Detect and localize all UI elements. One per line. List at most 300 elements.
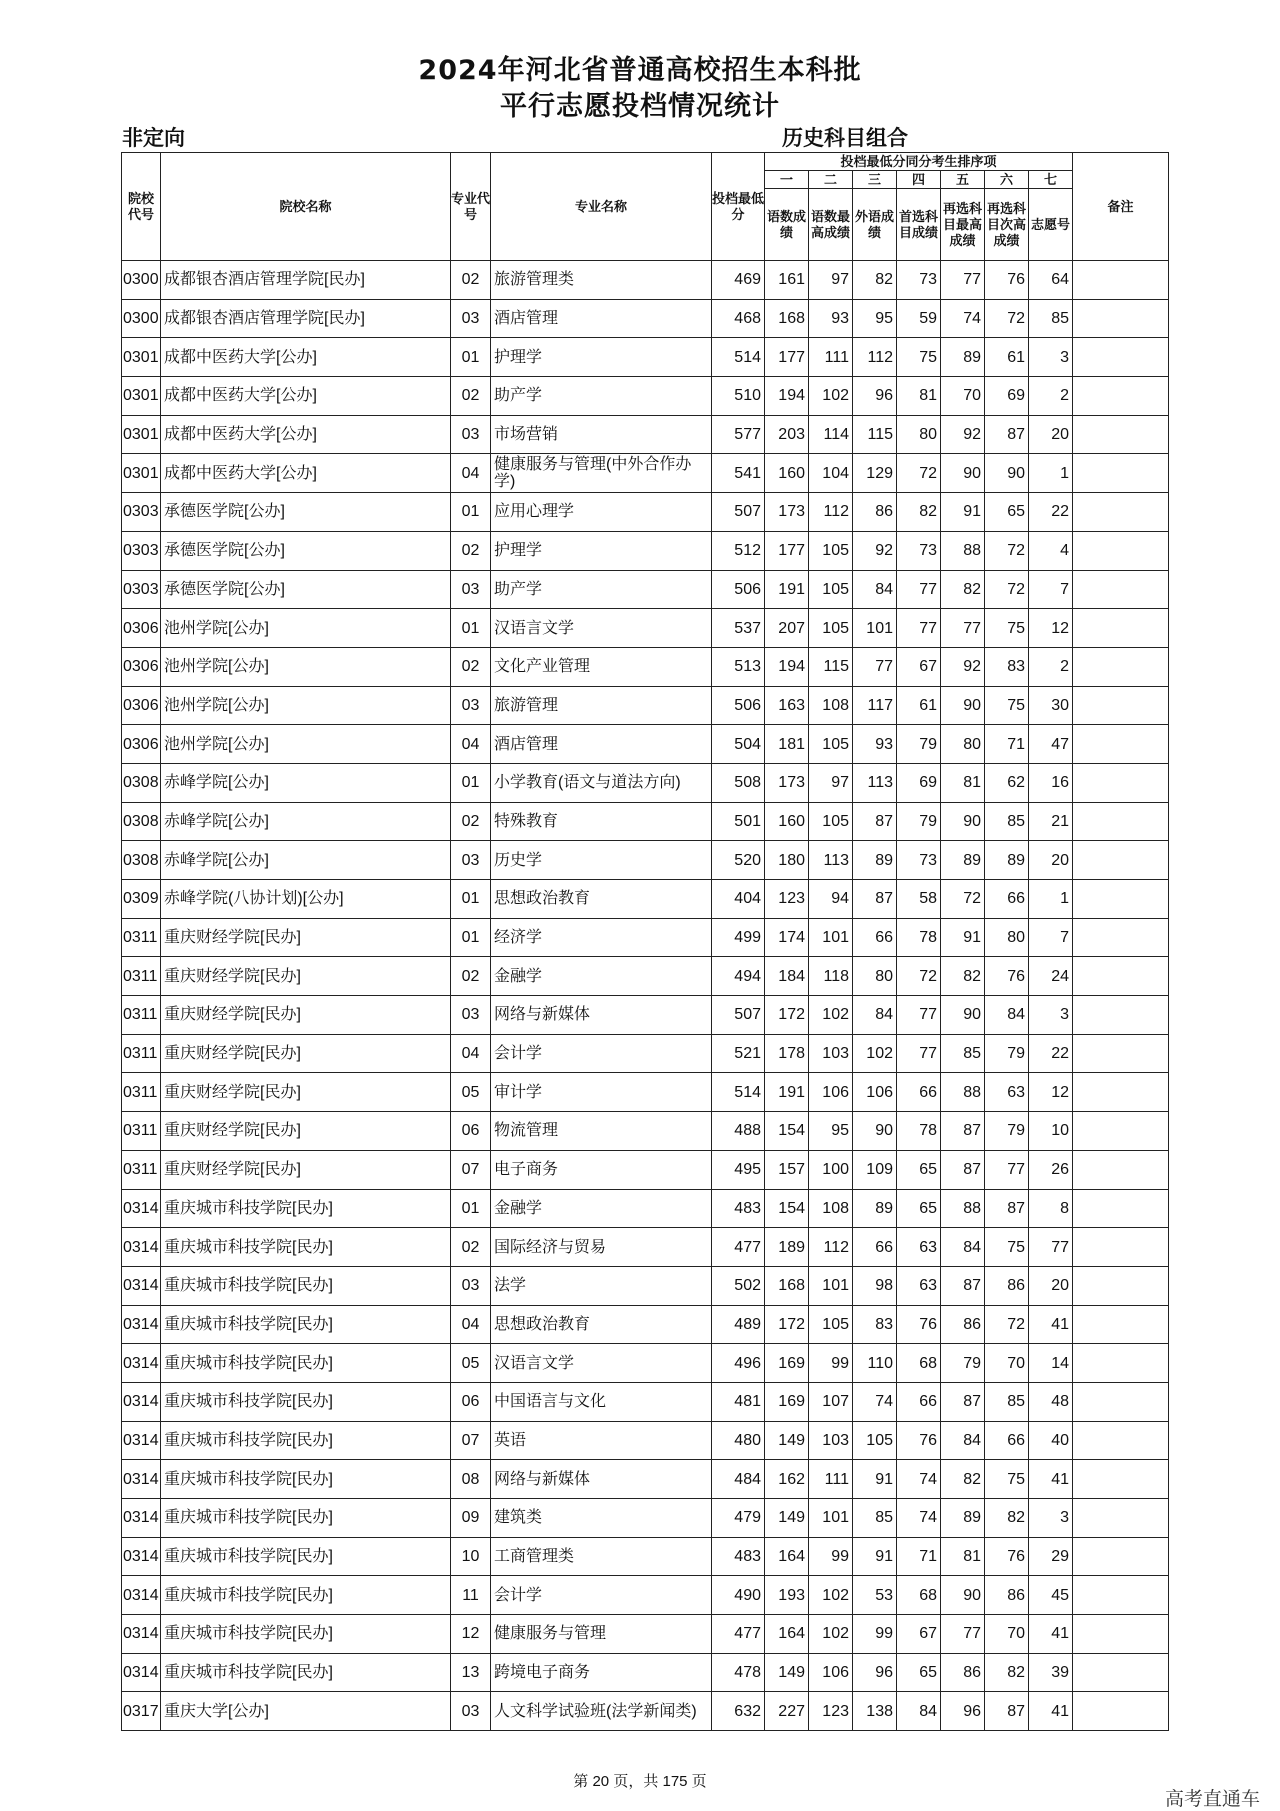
cell-chinese-math-max: 114 (809, 415, 853, 454)
cell-elective-max: 88 (941, 531, 985, 570)
cell-major-code: 10 (451, 1537, 491, 1576)
cell-major-name: 护理学 (491, 531, 712, 570)
cell-elective-max: 77 (941, 1615, 985, 1654)
cell-elective-second: 71 (985, 725, 1029, 764)
cell-first-subject-score: 76 (897, 1421, 941, 1460)
cell-foreign-lang-score: 96 (853, 377, 897, 416)
cell-remark (1073, 802, 1169, 841)
cell-school-code: 0311 (122, 1073, 161, 1112)
cell-chinese-math-max: 105 (809, 1305, 853, 1344)
header-rank-5: 五 (941, 171, 985, 189)
cell-preference-no: 20 (1029, 415, 1073, 454)
cell-school-code: 0314 (122, 1228, 161, 1267)
cell-min-score: 496 (712, 1344, 765, 1383)
cell-school-code: 0300 (122, 261, 161, 300)
cell-elective-max: 82 (941, 570, 985, 609)
cell-remark (1073, 1499, 1169, 1538)
cell-min-score: 512 (712, 531, 765, 570)
cell-min-score: 507 (712, 996, 765, 1035)
cell-foreign-lang-score: 99 (853, 1615, 897, 1654)
header-min-score: 投档最低分 (712, 153, 765, 261)
cell-chinese-math-max: 108 (809, 686, 853, 725)
cell-foreign-lang-score: 117 (853, 686, 897, 725)
cell-school-code: 0311 (122, 1150, 161, 1189)
cell-school-code: 0314 (122, 1421, 161, 1460)
cell-school-code: 0306 (122, 686, 161, 725)
cell-major-code: 06 (451, 1382, 491, 1421)
cell-preference-no: 22 (1029, 1034, 1073, 1073)
cell-school-name: 重庆财经学院[民办] (161, 1112, 451, 1151)
cell-remark (1073, 647, 1169, 686)
cell-chinese-math-score: 154 (765, 1189, 809, 1228)
cell-min-score: 506 (712, 570, 765, 609)
cell-chinese-math-score: 184 (765, 957, 809, 996)
cell-major-name: 护理学 (491, 338, 712, 377)
cell-remark (1073, 609, 1169, 648)
cell-school-name: 重庆城市科技学院[民办] (161, 1576, 451, 1615)
cell-remark (1073, 1228, 1169, 1267)
cell-chinese-math-score: 169 (765, 1382, 809, 1421)
cell-chinese-math-max: 112 (809, 493, 853, 532)
cell-chinese-math-max: 103 (809, 1421, 853, 1460)
cell-chinese-math-score: 180 (765, 841, 809, 880)
cell-elective-max: 80 (941, 725, 985, 764)
cell-preference-no: 10 (1029, 1112, 1073, 1151)
cell-major-code: 06 (451, 1112, 491, 1151)
cell-chinese-math-max: 108 (809, 1189, 853, 1228)
cell-chinese-math-max: 97 (809, 763, 853, 802)
cell-chinese-math-score: 194 (765, 377, 809, 416)
cell-chinese-math-max: 93 (809, 299, 853, 338)
cell-chinese-math-max: 101 (809, 918, 853, 957)
cell-chinese-math-max: 105 (809, 609, 853, 648)
cell-school-name: 赤峰学院[公办] (161, 763, 451, 802)
cell-chinese-math-max: 105 (809, 531, 853, 570)
table-row (122, 1073, 1169, 1112)
cell-elective-max: 74 (941, 299, 985, 338)
cell-min-score: 480 (712, 1421, 765, 1460)
cell-elective-max: 87 (941, 1266, 985, 1305)
cell-school-code: 0309 (122, 880, 161, 919)
cell-foreign-lang-score: 93 (853, 725, 897, 764)
cell-school-code: 0306 (122, 725, 161, 764)
cell-foreign-lang-score: 66 (853, 1228, 897, 1267)
cell-school-code: 0314 (122, 1266, 161, 1305)
cell-elective-max: 90 (941, 686, 985, 725)
table-row (122, 1228, 1169, 1267)
cell-first-subject-score: 84 (897, 1692, 941, 1731)
cell-elective-max: 85 (941, 1034, 985, 1073)
cell-min-score: 520 (712, 841, 765, 880)
cell-major-name: 旅游管理 (491, 686, 712, 725)
cell-foreign-lang-score: 82 (853, 261, 897, 300)
cell-preference-no: 41 (1029, 1460, 1073, 1499)
cell-school-code: 0301 (122, 415, 161, 454)
cell-min-score: 479 (712, 1499, 765, 1538)
cell-major-code: 05 (451, 1344, 491, 1383)
cell-first-subject-score: 82 (897, 493, 941, 532)
cell-school-name: 池州学院[公办] (161, 647, 451, 686)
header-rank-7: 七 (1029, 171, 1073, 189)
table-row (122, 454, 1169, 493)
cell-chinese-math-max: 112 (809, 1228, 853, 1267)
cell-min-score: 632 (712, 1692, 765, 1731)
cell-school-name: 池州学院[公办] (161, 686, 451, 725)
table-row (122, 686, 1169, 725)
cell-remark (1073, 1305, 1169, 1344)
cell-major-code: 05 (451, 1073, 491, 1112)
cell-elective-second: 77 (985, 1150, 1029, 1189)
cell-major-code: 13 (451, 1653, 491, 1692)
cell-min-score: 506 (712, 686, 765, 725)
cell-foreign-lang-score: 90 (853, 1112, 897, 1151)
cell-preference-no: 41 (1029, 1305, 1073, 1344)
cell-school-code: 0311 (122, 957, 161, 996)
document-title-line2: 平行志愿投档情况统计 (500, 91, 780, 122)
cell-foreign-lang-score: 105 (853, 1421, 897, 1460)
cell-elective-second: 72 (985, 531, 1029, 570)
cell-major-name: 中国语言与文化 (491, 1382, 712, 1421)
cell-min-score: 501 (712, 802, 765, 841)
cell-elective-max: 90 (941, 802, 985, 841)
cell-major-name: 人文科学试验班(法学新闻类) (491, 1692, 712, 1731)
cell-chinese-math-score: 207 (765, 609, 809, 648)
cell-major-name: 酒店管理 (491, 725, 712, 764)
cell-major-name: 工商管理类 (491, 1537, 712, 1576)
cell-min-score: 477 (712, 1228, 765, 1267)
cell-elective-max: 88 (941, 1189, 985, 1228)
cell-elective-second: 87 (985, 1692, 1029, 1731)
cell-major-code: 02 (451, 647, 491, 686)
cell-major-code: 01 (451, 1189, 491, 1228)
cell-chinese-math-score: 227 (765, 1692, 809, 1731)
cell-foreign-lang-score: 96 (853, 1653, 897, 1692)
cell-remark (1073, 531, 1169, 570)
cell-preference-no: 7 (1029, 918, 1073, 957)
cell-elective-second: 86 (985, 1266, 1029, 1305)
table-row (122, 1537, 1169, 1576)
cell-school-code: 0303 (122, 493, 161, 532)
cell-major-name: 会计学 (491, 1576, 712, 1615)
table-row (122, 841, 1169, 880)
cell-school-name: 成都中医药大学[公办] (161, 377, 451, 416)
cell-major-code: 01 (451, 918, 491, 957)
cell-remark (1073, 1344, 1169, 1383)
cell-preference-no: 20 (1029, 1266, 1073, 1305)
cell-major-code: 02 (451, 377, 491, 416)
cell-preference-no: 40 (1029, 1421, 1073, 1460)
cell-elective-max: 89 (941, 841, 985, 880)
admission-table (121, 152, 1169, 1731)
cell-major-code: 01 (451, 763, 491, 802)
cell-chinese-math-score: 164 (765, 1537, 809, 1576)
cell-first-subject-score: 71 (897, 1537, 941, 1576)
cell-preference-no: 3 (1029, 996, 1073, 1035)
table-row (122, 1150, 1169, 1189)
cell-school-name: 重庆城市科技学院[民办] (161, 1266, 451, 1305)
cell-school-name: 重庆大学[公办] (161, 1692, 451, 1731)
cell-school-name: 重庆城市科技学院[民办] (161, 1460, 451, 1499)
cell-chinese-math-max: 107 (809, 1382, 853, 1421)
cell-min-score: 483 (712, 1537, 765, 1576)
cell-remark (1073, 1150, 1169, 1189)
cell-first-subject-score: 73 (897, 261, 941, 300)
cell-first-subject-score: 72 (897, 957, 941, 996)
cell-major-name: 汉语言文学 (491, 1344, 712, 1383)
cell-remark (1073, 918, 1169, 957)
cell-elective-max: 87 (941, 1112, 985, 1151)
cell-elective-second: 65 (985, 493, 1029, 532)
cell-preference-no: 21 (1029, 802, 1073, 841)
cell-min-score: 577 (712, 415, 765, 454)
cell-chinese-math-score: 149 (765, 1421, 809, 1460)
cell-foreign-lang-score: 87 (853, 880, 897, 919)
cell-elective-second: 79 (985, 1112, 1029, 1151)
cell-chinese-math-score: 189 (765, 1228, 809, 1267)
cell-foreign-lang-score: 102 (853, 1034, 897, 1073)
table-row (122, 1653, 1169, 1692)
cell-school-code: 0306 (122, 647, 161, 686)
cell-school-code: 0314 (122, 1305, 161, 1344)
cell-foreign-lang-score: 115 (853, 415, 897, 454)
cell-elective-max: 90 (941, 1576, 985, 1615)
table-row (122, 1344, 1169, 1383)
cell-elective-max: 82 (941, 957, 985, 996)
cell-chinese-math-score: 194 (765, 647, 809, 686)
cell-chinese-math-score: 154 (765, 1112, 809, 1151)
cell-major-name: 网络与新媒体 (491, 996, 712, 1035)
table-row (122, 880, 1169, 919)
cell-first-subject-score: 78 (897, 1112, 941, 1151)
cell-first-subject-score: 77 (897, 570, 941, 609)
cell-major-code: 04 (451, 725, 491, 764)
cell-elective-max: 86 (941, 1653, 985, 1692)
cell-major-code: 08 (451, 1460, 491, 1499)
cell-remark (1073, 763, 1169, 802)
cell-major-code: 02 (451, 261, 491, 300)
cell-school-name: 重庆城市科技学院[民办] (161, 1189, 451, 1228)
cell-min-score: 537 (712, 609, 765, 648)
cell-elective-second: 82 (985, 1653, 1029, 1692)
cell-first-subject-score: 61 (897, 686, 941, 725)
cell-min-score: 483 (712, 1189, 765, 1228)
cell-elective-second: 80 (985, 918, 1029, 957)
cell-min-score: 504 (712, 725, 765, 764)
cell-school-code: 0314 (122, 1615, 161, 1654)
cell-school-code: 0308 (122, 802, 161, 841)
cell-elective-second: 75 (985, 1228, 1029, 1267)
cell-foreign-lang-score: 66 (853, 918, 897, 957)
cell-elective-second: 70 (985, 1615, 1029, 1654)
cell-major-code: 03 (451, 1266, 491, 1305)
cell-major-name: 特殊教育 (491, 802, 712, 841)
cell-school-code: 0314 (122, 1189, 161, 1228)
cell-major-code: 02 (451, 957, 491, 996)
header-chinese-math-max: 语数最高成绩 (809, 189, 853, 261)
cell-major-code: 03 (451, 1692, 491, 1731)
cell-preference-no: 4 (1029, 531, 1073, 570)
cell-school-code: 0303 (122, 570, 161, 609)
cell-preference-no: 12 (1029, 1073, 1073, 1112)
header-rank-3: 三 (853, 171, 897, 189)
cell-foreign-lang-score: 92 (853, 531, 897, 570)
cell-chinese-math-max: 105 (809, 725, 853, 764)
table-row (122, 918, 1169, 957)
cell-school-name: 重庆财经学院[民办] (161, 918, 451, 957)
cell-first-subject-score: 77 (897, 1034, 941, 1073)
cell-remark (1073, 338, 1169, 377)
cell-remark (1073, 1382, 1169, 1421)
cell-elective-max: 81 (941, 1537, 985, 1576)
cell-elective-max: 84 (941, 1228, 985, 1267)
table-row (122, 1305, 1169, 1344)
cell-major-code: 01 (451, 880, 491, 919)
cell-remark (1073, 1034, 1169, 1073)
cell-chinese-math-max: 105 (809, 802, 853, 841)
cell-elective-second: 75 (985, 1460, 1029, 1499)
cell-school-code: 0301 (122, 338, 161, 377)
cell-first-subject-score: 67 (897, 1615, 941, 1654)
header-elective-max: 再选科目最高成绩 (941, 189, 985, 261)
cell-elective-second: 79 (985, 1034, 1029, 1073)
cell-remark (1073, 1112, 1169, 1151)
cell-elective-max: 91 (941, 918, 985, 957)
cell-preference-no: 1 (1029, 880, 1073, 919)
table-row (122, 338, 1169, 377)
cell-chinese-math-max: 99 (809, 1344, 853, 1383)
cell-major-name: 健康服务与管理(中外合作办学) (491, 454, 712, 493)
cell-remark (1073, 261, 1169, 300)
cell-first-subject-score: 74 (897, 1499, 941, 1538)
cell-elective-max: 96 (941, 1692, 985, 1731)
cell-foreign-lang-score: 83 (853, 1305, 897, 1344)
table-row (122, 1576, 1169, 1615)
cell-chinese-math-score: 178 (765, 1034, 809, 1073)
cell-chinese-math-max: 103 (809, 1034, 853, 1073)
cell-preference-no: 3 (1029, 338, 1073, 377)
cell-preference-no: 39 (1029, 1653, 1073, 1692)
cell-remark (1073, 1653, 1169, 1692)
cell-elective-second: 83 (985, 647, 1029, 686)
cell-preference-no: 2 (1029, 647, 1073, 686)
cell-school-name: 赤峰学院[公办] (161, 802, 451, 841)
cell-school-code: 0306 (122, 609, 161, 648)
cell-first-subject-score: 73 (897, 841, 941, 880)
cell-major-name: 网络与新媒体 (491, 1460, 712, 1499)
cell-foreign-lang-score: 98 (853, 1266, 897, 1305)
cell-min-score: 508 (712, 763, 765, 802)
cell-min-score: 490 (712, 1576, 765, 1615)
cell-major-name: 经济学 (491, 918, 712, 957)
cell-chinese-math-score: 173 (765, 493, 809, 532)
cell-min-score: 495 (712, 1150, 765, 1189)
cell-preference-no: 64 (1029, 261, 1073, 300)
table-row (122, 1189, 1169, 1228)
cell-school-name: 重庆城市科技学院[民办] (161, 1537, 451, 1576)
cell-major-name: 思想政治教育 (491, 1305, 712, 1344)
cell-min-score: 541 (712, 454, 765, 493)
cell-school-name: 承德医学院[公办] (161, 531, 451, 570)
table-row (122, 1112, 1169, 1151)
table-row (122, 493, 1169, 532)
cell-major-code: 09 (451, 1499, 491, 1538)
table-row (122, 377, 1169, 416)
cell-first-subject-score: 80 (897, 415, 941, 454)
cell-chinese-math-score: 169 (765, 1344, 809, 1383)
cell-school-code: 0301 (122, 454, 161, 493)
cell-foreign-lang-score: 138 (853, 1692, 897, 1731)
cell-school-code: 0308 (122, 763, 161, 802)
cell-remark (1073, 1460, 1169, 1499)
cell-remark (1073, 1073, 1169, 1112)
cell-chinese-math-max: 94 (809, 880, 853, 919)
header-major-name: 专业名称 (491, 153, 712, 261)
cell-school-name: 重庆城市科技学院[民办] (161, 1382, 451, 1421)
header-rank-group: 投档最低分同分考生排序项 (765, 153, 1073, 171)
cell-chinese-math-score: 160 (765, 802, 809, 841)
cell-chinese-math-score: 173 (765, 763, 809, 802)
cell-elective-max: 77 (941, 261, 985, 300)
cell-preference-no: 41 (1029, 1692, 1073, 1731)
cell-school-name: 重庆城市科技学院[民办] (161, 1228, 451, 1267)
cell-foreign-lang-score: 86 (853, 493, 897, 532)
cell-chinese-math-score: 177 (765, 338, 809, 377)
cell-elective-second: 75 (985, 686, 1029, 725)
cell-elective-max: 89 (941, 338, 985, 377)
cell-major-name: 跨境电子商务 (491, 1653, 712, 1692)
cell-chinese-math-score: 157 (765, 1150, 809, 1189)
cell-major-code: 03 (451, 996, 491, 1035)
cell-foreign-lang-score: 113 (853, 763, 897, 802)
cell-major-name: 旅游管理类 (491, 261, 712, 300)
cell-foreign-lang-score: 91 (853, 1460, 897, 1499)
cell-major-name: 历史学 (491, 841, 712, 880)
cell-major-code: 01 (451, 338, 491, 377)
cell-elective-second: 84 (985, 996, 1029, 1035)
cell-major-name: 英语 (491, 1421, 712, 1460)
cell-school-name: 池州学院[公办] (161, 725, 451, 764)
cell-elective-second: 66 (985, 880, 1029, 919)
cell-school-name: 重庆城市科技学院[民办] (161, 1615, 451, 1654)
table-row (122, 299, 1169, 338)
cell-elective-second: 85 (985, 1382, 1029, 1421)
cell-major-code: 02 (451, 531, 491, 570)
cell-school-code: 0314 (122, 1537, 161, 1576)
table-row (122, 1615, 1169, 1654)
header-major-code: 专业代号 (451, 153, 491, 261)
cell-min-score: 494 (712, 957, 765, 996)
cell-first-subject-score: 65 (897, 1189, 941, 1228)
cell-first-subject-score: 69 (897, 763, 941, 802)
cell-first-subject-score: 67 (897, 647, 941, 686)
cell-school-code: 0314 (122, 1576, 161, 1615)
cell-elective-second: 87 (985, 1189, 1029, 1228)
cell-school-code: 0314 (122, 1460, 161, 1499)
watermark: 高考直通车 (1164, 1788, 1260, 1810)
cell-school-name: 承德医学院[公办] (161, 570, 451, 609)
table-row (122, 570, 1169, 609)
cell-first-subject-score: 75 (897, 338, 941, 377)
cell-chinese-math-score: 193 (765, 1576, 809, 1615)
cell-school-name: 重庆城市科技学院[民办] (161, 1305, 451, 1344)
cell-school-code: 0317 (122, 1692, 161, 1731)
table-row (122, 531, 1169, 570)
table-row (122, 802, 1169, 841)
cell-first-subject-score: 76 (897, 1305, 941, 1344)
cell-chinese-math-max: 106 (809, 1073, 853, 1112)
cell-preference-no: 24 (1029, 957, 1073, 996)
table-row (122, 415, 1169, 454)
